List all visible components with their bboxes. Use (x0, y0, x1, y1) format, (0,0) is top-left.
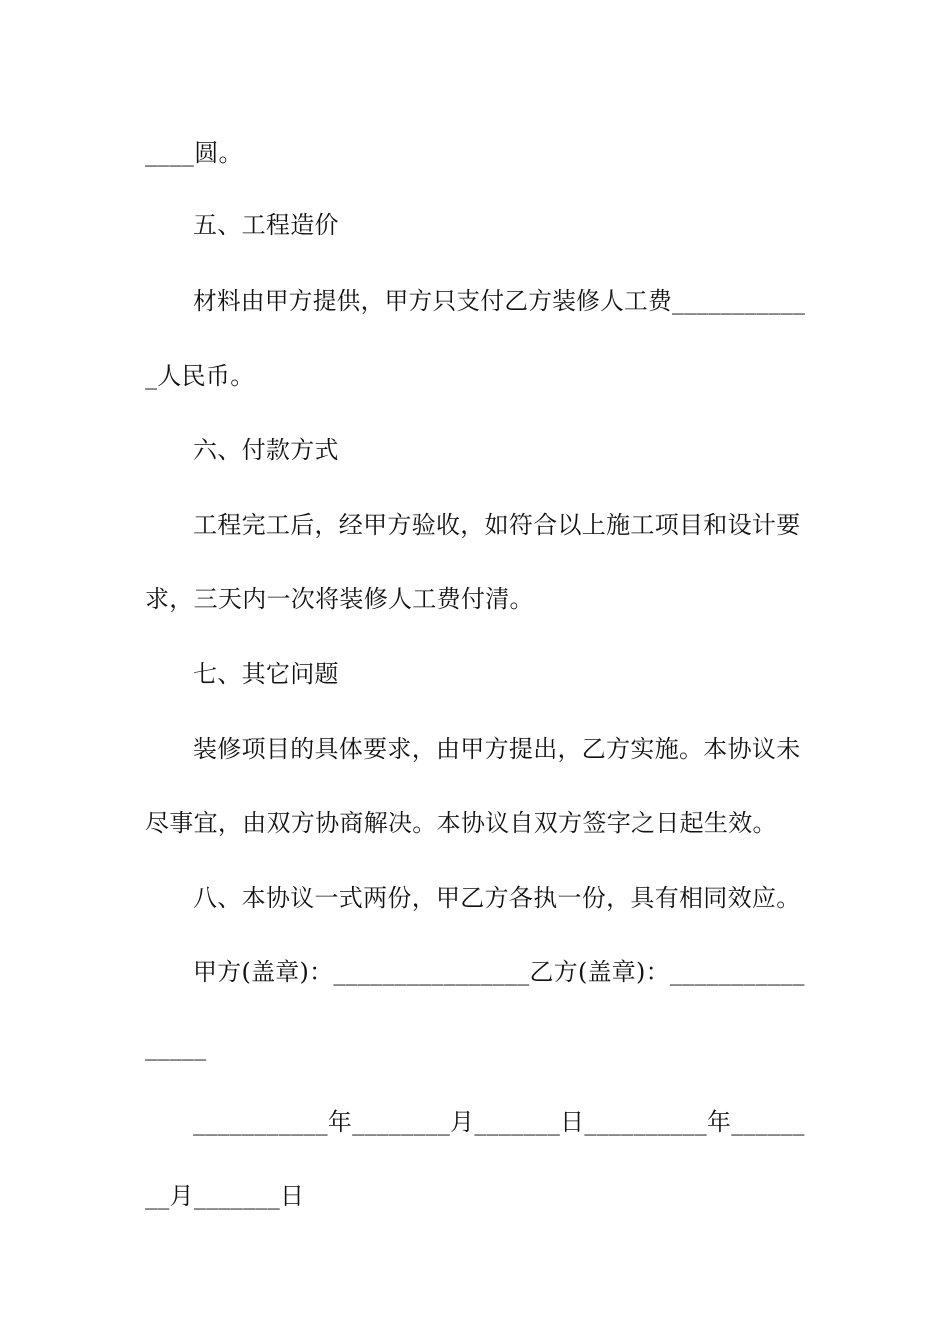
text-line-materials: 材料由甲方提供，甲方只支付乙方装修人工费___________ (193, 287, 806, 315)
text-line-completion: 工程完工后，经甲方验收，如符合以上施工项目和设计要 (193, 511, 801, 539)
section-heading-project-cost: 五、工程造价 (193, 211, 339, 239)
text-line-amount-end: ____圆。 (145, 139, 243, 167)
date-line-continued: __月_______日 (145, 1182, 305, 1210)
text-line-requirements: 装修项目的具体要求，由甲方提出，乙方实施。本协议未 (193, 735, 801, 763)
signature-line: 甲方(盖章)：________________乙方(盖章)：___________ (193, 958, 805, 986)
section-heading-copies: 八、本协议一式两份，甲乙方各执一份，具有相同效应。 (193, 884, 801, 912)
text-line-payment-terms: 求，三天内一次将装修人工费付清。 (145, 585, 534, 613)
section-heading-payment-method: 六、付款方式 (193, 436, 339, 464)
section-heading-other-issues: 七、其它问题 (193, 660, 339, 688)
text-line-effective: 尽事宜，由双方协商解决。本协议自双方签字之日起生效。 (145, 809, 777, 837)
signature-line-continued: _____ (145, 1033, 207, 1061)
text-line-rmb: _人民币。 (145, 362, 255, 390)
date-line: ___________年________月_______日__________年______ (193, 1108, 805, 1136)
